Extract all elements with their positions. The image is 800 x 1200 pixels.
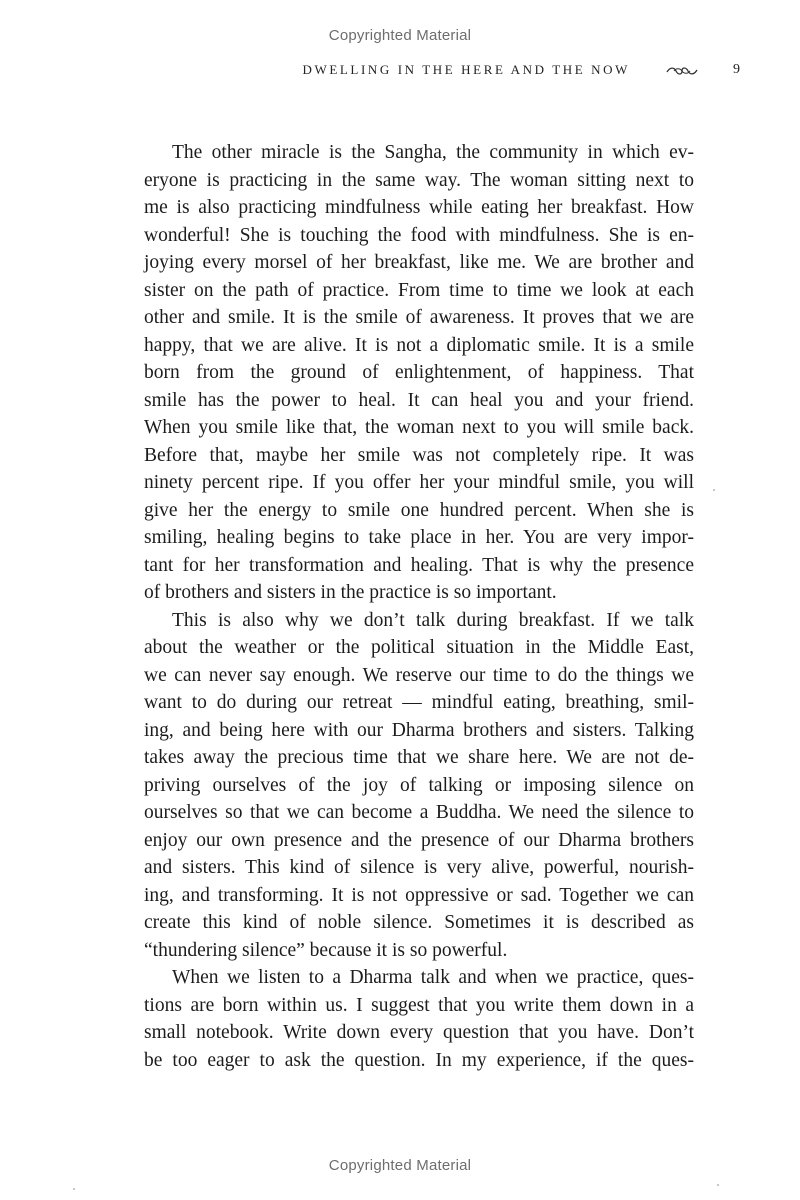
text-line: ourselves so that we can become a Buddha. We need the silence to bbox=[144, 802, 694, 823]
page-number: 9 bbox=[733, 62, 740, 77]
text-line: be too eager to ask the question. In my experience, if the ques- bbox=[144, 1049, 694, 1071]
text-line: small notebook. Write down every question that you have. Don’t bbox=[144, 1022, 694, 1043]
text-line: give her the energy to smile one hundred percent. When she is bbox=[144, 499, 694, 521]
text-line: smile has the power to heal. It can heal you and your friend. bbox=[144, 389, 694, 411]
text-line: ninety percent ripe. If you offer her your mindful smile, you will bbox=[144, 472, 694, 493]
paragraph-questions bbox=[144, 964, 694, 1074]
text-line: me is also practicing mindfulness while eating her breakfast. How bbox=[144, 197, 694, 218]
text-line: and sisters. This kind of silence is very alive, powerful, nourish- bbox=[144, 857, 694, 878]
text-line: smiling, healing begins to take place in her. You are very impor- bbox=[144, 527, 694, 548]
copyright-watermark-top: Copyrighted Material bbox=[328, 27, 472, 44]
running-title: DWELLING IN THE HERE AND THE NOW bbox=[302, 62, 630, 77]
copyright-watermark-bottom: Copyrighted Material bbox=[328, 1157, 472, 1174]
text-line: born from the ground of enlightenment, of happiness. That bbox=[144, 362, 694, 383]
text-line: tant for her transformation and healing. That is why the presence bbox=[144, 554, 694, 576]
text-line: enjoy our own presence and the presence of our Dharma brothers bbox=[144, 829, 694, 851]
text-line: priving ourselves of the joy of talking or imposing silence on bbox=[144, 774, 694, 796]
paragraph-silence bbox=[144, 607, 694, 965]
flourish-icon bbox=[666, 65, 698, 77]
scan-speck bbox=[73, 1188, 75, 1190]
text-line: takes away the precious time that we share here. We are not de- bbox=[144, 747, 694, 768]
text-line: tions are born within us. I suggest that you write them down in a bbox=[144, 994, 694, 1016]
text-line: This is also why we don’t talk during breakfast. If we talk bbox=[172, 609, 694, 631]
body-text bbox=[144, 139, 694, 1074]
text-line: eryone is practicing in the same way. The woman sitting next to bbox=[144, 169, 694, 191]
text-line: “thundering silence” because it is so powerful. bbox=[144, 939, 508, 961]
text-line: When we listen to a Dharma talk and when we practice, ques- bbox=[172, 967, 694, 988]
text-line: When you smile like that, the woman next to you will smile back. bbox=[144, 417, 694, 438]
text-line: want to do during our retreat — mindful eating, breathing, smil- bbox=[144, 692, 694, 713]
text-line: joying every morsel of her breakfast, like me. We are brother and bbox=[144, 252, 694, 273]
scan-speck bbox=[717, 1184, 719, 1186]
paragraph-sangha bbox=[144, 139, 694, 607]
scan-speck bbox=[713, 489, 715, 491]
text-line: create this kind of noble silence. Sometimes it is described as bbox=[144, 912, 694, 933]
text-line: ing, and being here with our Dharma brothers and sisters. Talking bbox=[144, 719, 694, 741]
text-line: sister on the path of practice. From time to time we look at each bbox=[144, 279, 694, 301]
text-line: happy, that we are alive. It is not a diplomatic smile. It is a smile bbox=[144, 334, 694, 356]
text-line: about the weather or the political situation in the Middle East, bbox=[144, 637, 694, 658]
text-line: other and smile. It is the smile of awareness. It proves that we are bbox=[144, 307, 694, 328]
text-line: Before that, maybe her smile was not completely ripe. It was bbox=[144, 444, 694, 466]
text-line: The other miracle is the Sangha, the community in which ev- bbox=[172, 142, 694, 163]
text-line: wonderful! She is touching the food with mindfulness. She is en- bbox=[144, 224, 694, 246]
running-head bbox=[150, 62, 740, 82]
text-line: we can never say enough. We reserve our time to do the things we bbox=[144, 664, 694, 686]
text-line: of brothers and sisters in the practice is so important. bbox=[144, 582, 557, 603]
text-line: ing, and transforming. It is not oppressive or sad. Together we can bbox=[144, 884, 694, 906]
